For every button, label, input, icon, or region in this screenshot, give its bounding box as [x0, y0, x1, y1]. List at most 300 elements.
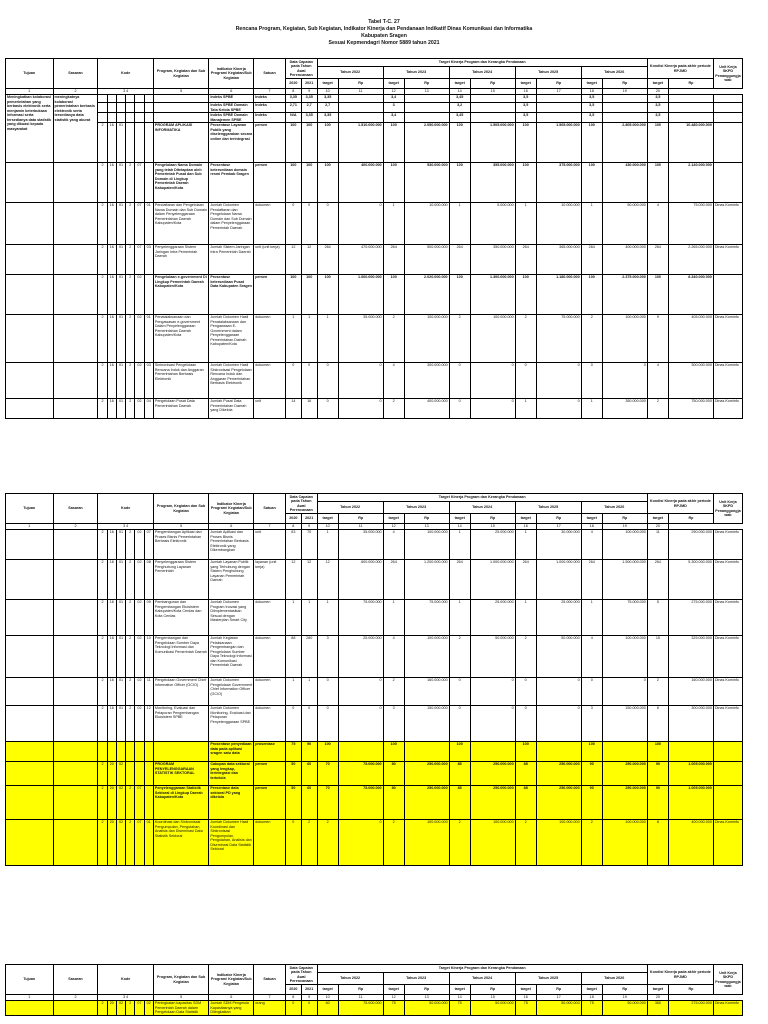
target-cell: 85	[515, 786, 536, 820]
kode-cell: 01	[116, 315, 125, 363]
kode-cell: 01	[116, 560, 125, 600]
kode-cell	[116, 113, 125, 123]
rp-cell	[338, 742, 383, 762]
col-number: 3 4	[98, 89, 153, 95]
target-cell: 2	[383, 678, 404, 706]
header-tahun2024: Tahun 2024	[449, 973, 515, 985]
table-page-3	[5, 964, 743, 1016]
kode-cell: 2	[126, 820, 135, 866]
target-cell: 3	[581, 706, 602, 742]
kode-cell: 2	[126, 315, 135, 363]
target-cell: 264	[647, 560, 668, 600]
kode-cell: 2	[98, 1001, 107, 1016]
rp-cell: 25.000.000	[338, 636, 383, 678]
target-cell: 360	[647, 1001, 668, 1016]
program-cell: PROGRAM PENYELENGGARAAN STATISTIK SEKTORAL	[153, 762, 208, 786]
header-target-group: Target Kinerja Program dan Kerangka Pendanaan	[317, 965, 647, 973]
rp-cell: 25.000.000	[470, 530, 515, 560]
capaian-2020: 0	[285, 1001, 301, 1016]
rp-cell	[602, 742, 647, 762]
rp-cell: 0	[338, 363, 383, 399]
col-number: 18	[581, 524, 602, 530]
program-cell: Penyelenggaraan Sistem Jaringan Intra Pemerintah Daerah	[153, 245, 208, 275]
header-target: target	[515, 79, 536, 89]
header-target: target	[647, 514, 668, 524]
target-cell: 9	[647, 315, 668, 363]
kode-cell: 01	[144, 315, 153, 363]
header-rp: Rp	[404, 985, 449, 995]
target-cell: 1	[449, 203, 470, 245]
target-cell: 3,2	[449, 103, 470, 113]
header-rp: Rp	[338, 79, 383, 89]
kode-cell: 20	[107, 820, 116, 866]
kode-cell	[116, 103, 125, 113]
satuan-cell: dokumen	[254, 203, 286, 245]
rp-cell: 250.000.000	[602, 786, 647, 820]
target-cell: 3,4	[383, 113, 404, 123]
kode-cell: 2	[126, 163, 135, 203]
rp-cell: 375.000.000	[536, 163, 581, 203]
capaian-2020: 50	[285, 762, 301, 786]
target-cell: 1	[581, 600, 602, 636]
target-cell: 100	[515, 275, 536, 315]
rp-cell	[536, 95, 581, 103]
kode-cell: 2	[126, 1001, 135, 1016]
target-cell: 100	[581, 742, 602, 762]
target-cell: 2	[647, 678, 668, 706]
col-number: 1	[6, 89, 54, 95]
rp-cell: 400.000.000	[602, 245, 647, 275]
indikator-cell: Jumlah Dokumen Program Inovasi yang Diimplementasikan Sesuai dengan Masterplan Smart City	[209, 600, 254, 636]
rp-cell: 75.000.000	[668, 203, 713, 245]
program-cell: Pengelolaan Pusat Data Pemerintahan Daerah	[153, 399, 208, 419]
kode-cell	[144, 103, 153, 113]
capaian-2021: 100	[301, 163, 317, 203]
rp-cell: 350.000.000	[470, 245, 515, 275]
target-cell: 4	[383, 363, 404, 399]
rp-cell	[470, 113, 515, 123]
unit-cell: Dinas Kominfo	[713, 636, 742, 678]
target-cell: 60	[317, 1001, 338, 1016]
target-cell: 0	[449, 678, 470, 706]
kode-cell: 16	[107, 560, 116, 600]
rp-cell: 1.565.000.000	[536, 123, 581, 163]
rp-cell: 5.000.000	[470, 203, 515, 245]
kode-cell	[98, 113, 107, 123]
rp-cell: 2.020.000.000	[404, 275, 449, 315]
kode-cell: 02	[135, 636, 144, 678]
unit-cell: Dinas Kominfo	[713, 315, 742, 363]
target-cell: 1	[317, 600, 338, 636]
rp-cell: 300.000.000	[404, 363, 449, 399]
rp-cell: 0	[338, 706, 383, 742]
header-rp: Rp	[404, 514, 449, 524]
header-capaian: Data Capaian pada Tahun Awal Perencanaan	[285, 965, 317, 985]
table-row	[6, 315, 743, 363]
kode-cell: 03	[144, 363, 153, 399]
capaian-2020: 0	[285, 363, 301, 399]
target-cell: 1	[317, 315, 338, 363]
rp-cell: 400.000.000	[338, 163, 383, 203]
header-target: target	[449, 985, 470, 995]
rp-cell: 100.000.000	[404, 315, 449, 363]
kode-cell: 2	[98, 315, 107, 363]
rp-cell: 100.000.000	[404, 530, 449, 560]
capaian-2020: 63	[285, 530, 301, 560]
kode-cell: 07	[135, 163, 144, 203]
target-cell: 264	[449, 245, 470, 275]
satuan-cell: persen	[254, 123, 286, 163]
kode-cell	[144, 742, 153, 762]
header-rp: Rp	[602, 79, 647, 89]
kode-cell	[135, 113, 144, 123]
col-number: 10	[317, 89, 338, 95]
header-program: Program, Kegiatan dan Sub Kegiatan	[153, 494, 208, 524]
target-cell: 264	[515, 245, 536, 275]
target-cell: 75	[515, 1001, 536, 1016]
kode-cell: 2	[126, 245, 135, 275]
rp-cell: 100.000.000	[602, 820, 647, 866]
rp-cell	[668, 742, 713, 762]
header-rp: Rp	[470, 79, 515, 89]
rp-cell: 0	[536, 706, 581, 742]
target-cell: 15	[647, 636, 668, 678]
header-indikator: Indikator Kinerja Program/ Kegiatan/Sub Kegiatan	[209, 965, 254, 995]
kode-cell: 16	[107, 678, 116, 706]
unit-cell	[713, 103, 742, 113]
rp-cell: 250.000.000	[470, 762, 515, 786]
col-number: 16	[515, 995, 536, 1001]
header-tahun2024: Tahun 2024	[449, 67, 515, 79]
kode-cell: 08	[144, 560, 153, 600]
kode-cell	[98, 95, 107, 103]
capaian-2020: 0	[285, 820, 301, 866]
rp-cell: 1.000.000.000	[536, 560, 581, 600]
doc-title-line4: Sesuai Kepmendagri Nomor 5889 tahun 2021	[328, 40, 440, 46]
rp-cell: 30.000.000	[536, 530, 581, 560]
kode-cell	[116, 95, 125, 103]
col-number: 7	[254, 524, 286, 530]
target-cell: 3,5	[515, 113, 536, 123]
goal-tujuan: Meningkatkan kolaborasi pemerintahan yang berbasis elektronik serta menjamin keterbukaan informasi serta tersedianya data statistik yang dikuasi kepada masyarakat	[6, 95, 54, 163]
rp-cell: 250.000.000	[536, 786, 581, 820]
target-cell: 100	[449, 123, 470, 163]
target-cell: 70	[317, 762, 338, 786]
target-cell: 4	[647, 363, 668, 399]
unit-cell: Dinas Kominfo	[713, 678, 742, 706]
header-program: Program, Kegiatan dan Sub Kegiatan	[153, 59, 208, 89]
table-row	[6, 762, 743, 786]
program-cell: Pembangunan dan Pengembangan Ekosistem Kabupaten/Kota Cerdas dan Kota Cerdas	[153, 600, 208, 636]
rp-cell: 1.005.000.000	[668, 786, 713, 820]
rp-cell: 275.000.000	[668, 600, 713, 636]
rp-cell: 1.500.000.000	[602, 560, 647, 600]
capaian-2020: 88	[285, 636, 301, 678]
col-number: 2	[53, 995, 98, 1001]
col-number: 18	[581, 995, 602, 1001]
capaian-2021: 0	[301, 363, 317, 399]
target-cell: 0	[515, 363, 536, 399]
header-satuan: Satuan	[254, 965, 286, 995]
target-cell: 3,5	[647, 95, 668, 103]
kode-cell: 16	[107, 363, 116, 399]
rp-cell: 8.340.000.000	[668, 275, 713, 315]
satuan-cell: orang	[254, 1001, 286, 1016]
target-cell: 100	[581, 163, 602, 203]
capaian-2020: 1	[285, 600, 301, 636]
rp-cell: 250.000.000	[602, 762, 647, 786]
indikator-cell: Indeks SPBE Domain Tata Kelola SPBE	[209, 103, 254, 113]
indikator-cell: Prosentase ketersediaan domain resmi Pemkab Sragen	[209, 163, 254, 203]
unit-cell: Dinas Kominfo	[713, 706, 742, 742]
kode-cell	[135, 95, 144, 103]
kode-cell	[144, 786, 153, 820]
target-cell: 85	[515, 762, 536, 786]
unit-cell: Dinas Kominfo	[713, 820, 742, 866]
target-cell: 90	[647, 786, 668, 820]
target-cell: 75	[581, 1001, 602, 1016]
rp-cell: 405.000.000	[668, 315, 713, 363]
kode-cell: 03	[144, 245, 153, 275]
target-cell: 1	[581, 203, 602, 245]
satuan-cell: dokumen	[254, 363, 286, 399]
table-row	[6, 123, 743, 163]
capaian-2021: 12	[301, 245, 317, 275]
target-cell: 2	[515, 820, 536, 866]
target-cell: 0	[317, 678, 338, 706]
target-cell: 0	[317, 363, 338, 399]
rp-cell: 50.000.000	[470, 1001, 515, 1016]
kode-cell: 01	[144, 203, 153, 245]
program-cell: Pengembangan Aplikasi dan Proses Bisnis Pemerintahan Berbasis Elektronik	[153, 530, 208, 560]
kode-cell: 2	[98, 363, 107, 399]
rp-cell: 1.180.000.000	[536, 275, 581, 315]
satuan-cell: persen	[254, 786, 286, 820]
kode-cell: 2	[98, 530, 107, 560]
kode-cell: 2	[126, 706, 135, 742]
rp-cell: 0	[536, 678, 581, 706]
kode-cell: 2	[126, 636, 135, 678]
col-number: 12	[383, 995, 404, 1001]
target-cell: 2	[383, 315, 404, 363]
col-number: 11	[338, 89, 383, 95]
rp-cell: 275.000.000	[668, 1001, 713, 1016]
rp-cell: 100.000.000	[602, 530, 647, 560]
header-tahun2024: Tahun 2024	[449, 502, 515, 514]
kode-cell: 2	[98, 203, 107, 245]
capaian-2021: 60	[301, 762, 317, 786]
unit-cell	[713, 163, 742, 203]
header-kondisi: Kondisi Kinerja pada akhir periode RPJMD	[647, 965, 713, 985]
header-rp: Rp	[404, 79, 449, 89]
kode-cell: 2	[126, 678, 135, 706]
kode-cell: 2	[98, 123, 107, 163]
rp-cell: 250.000.000	[470, 786, 515, 820]
indikator-cell: Jumlah Sistem Jaringan Intra Pemerintah Daerah	[209, 245, 254, 275]
table-row	[6, 95, 743, 103]
col-number: 2	[53, 89, 98, 95]
table-page-1	[5, 58, 743, 419]
col-number: 14	[449, 524, 470, 530]
kode-cell	[98, 103, 107, 113]
rp-cell: 250.000.000	[536, 762, 581, 786]
rp-cell: 50.000.000	[602, 203, 647, 245]
kode-cell: 01	[116, 275, 125, 315]
satuan-cell: dokumen	[254, 706, 286, 742]
satuan-cell: dokumen	[254, 315, 286, 363]
header-tahun2023: Tahun 2023	[383, 973, 449, 985]
rp-cell: 0	[338, 399, 383, 419]
header-rp: Rp	[470, 514, 515, 524]
satuan-cell: unit	[254, 399, 286, 419]
header-tahun2025: Tahun 2025	[515, 67, 581, 79]
target-cell: 0	[581, 678, 602, 706]
header-target: target	[647, 79, 668, 89]
target-cell: 3,5	[515, 95, 536, 103]
rp-cell	[338, 103, 383, 113]
indikator-cell: Prosentase penyediaan data pada aplikasi sragen satu data	[209, 742, 254, 762]
program-cell	[153, 742, 208, 762]
col-number: 3 4	[98, 995, 153, 1001]
rp-cell: 1.300.000.000	[470, 275, 515, 315]
target-cell: 4	[581, 636, 602, 678]
capaian-2020: 75	[285, 742, 301, 762]
kode-cell: 2	[98, 762, 107, 786]
unit-cell	[713, 786, 742, 820]
header-target: target	[581, 514, 602, 524]
rp-cell: 300.000.000	[668, 363, 713, 399]
indikator-cell: Jumlah Dokumen Hasil Koordinasi dan Sinkronisasi Pengumpulan, Pengolahan, Analisis dan Diseminasi Data Statistik Sektoral	[209, 820, 254, 866]
capaian-2021: 3,35	[301, 113, 317, 123]
col-number: 6	[209, 524, 254, 530]
satuan-cell: Indeks	[254, 95, 286, 103]
kode-cell	[126, 113, 135, 123]
program-cell: Pengelolaan Government Chief Information Officer (GCIO)	[153, 678, 208, 706]
table-row	[6, 245, 743, 275]
program-cell: Pengelolaan e-government Di Lingkup Pemerintah Daerah Kabupaten/Kota	[153, 275, 208, 315]
capaian-2021: 2	[301, 820, 317, 866]
kode-cell: 2	[126, 530, 135, 560]
rp-cell: 75.000.000	[338, 600, 383, 636]
kode-cell: 2	[126, 560, 135, 600]
satuan-cell: unit (unit kerja)	[254, 245, 286, 275]
satuan-cell: dokumen	[254, 636, 286, 678]
rp-cell: 250.000.000	[404, 762, 449, 786]
col-number: 8	[285, 995, 301, 1001]
header-rp: Rp	[536, 985, 581, 995]
capaian-2021: 3,35	[301, 95, 317, 103]
col-number: 17	[536, 524, 581, 530]
indikator-cell: Jumlah SDM Pengelola Kapasitasnya yang Ditingkatkan	[209, 1001, 254, 1016]
indikator-cell: Jumlah Layanan Publik yang Terhubung dengan Sistem Penghubung Layanan Pemerintah Daerah	[209, 560, 254, 600]
kode-cell: 01	[116, 203, 125, 245]
col-number: 9	[301, 89, 317, 95]
capaian-2020: 0	[285, 706, 301, 742]
kode-cell: 16	[107, 203, 116, 245]
doc-title-line3: Kabupaten Sragen	[361, 33, 407, 39]
header-satuan: Satuan	[254, 494, 286, 524]
satuan-cell: prosentase	[254, 742, 286, 762]
kode-cell	[126, 95, 135, 103]
col-number: 17	[536, 995, 581, 1001]
target-cell: 100	[317, 163, 338, 203]
indikator-cell: Prosentase ketersediaan Pusat Data Kabupaten Sragen	[209, 275, 254, 315]
kode-cell: 2	[98, 275, 107, 315]
header-rp: Rp	[338, 985, 383, 995]
target-cell: 0	[317, 706, 338, 742]
capaian-2021: 1	[301, 315, 317, 363]
col-number: 8	[285, 524, 301, 530]
kode-cell: 01	[116, 123, 125, 163]
indikator-cell: Jumlah Pusat Data Pemerintahan Daerah yang Dikelola	[209, 399, 254, 419]
target-cell: 0	[449, 706, 470, 742]
kode-cell	[144, 113, 153, 123]
target-cell: 100	[317, 123, 338, 163]
header-tahun2022: Tahun 2022	[317, 973, 383, 985]
header-rp: Rp	[338, 514, 383, 524]
header-tahun2026: Tahun 2026	[581, 973, 647, 985]
kode-cell: 2	[98, 678, 107, 706]
header-target-group: Target Kinerja Program dan Kerangka Pendanaan	[317, 59, 647, 67]
kode-cell: 16	[107, 163, 116, 203]
doc-title-line1: Tabel T-C. 27	[368, 19, 400, 25]
kode-cell: 16	[107, 123, 116, 163]
col-number: 20	[647, 89, 668, 95]
unit-cell	[713, 123, 742, 163]
rp-cell: 290.000.000	[668, 530, 713, 560]
target-cell: 1	[383, 203, 404, 245]
rp-cell: 2.140.000.000	[668, 163, 713, 203]
unit-cell: Dinas Kominfo	[713, 560, 742, 600]
capaian-2020: 14	[285, 399, 301, 419]
rp-cell: 75.000.000	[338, 762, 383, 786]
target-cell: 100	[317, 275, 338, 315]
target-cell: 2	[647, 399, 668, 419]
unit-cell	[713, 113, 742, 123]
col-number: 2	[53, 524, 98, 530]
rp-cell: 75.000.000	[338, 1001, 383, 1016]
table-row	[6, 560, 743, 600]
target-cell: 100	[647, 275, 668, 315]
target-cell: 264	[581, 560, 602, 600]
capaian-2020: 100	[285, 275, 301, 315]
header-target: target	[383, 985, 404, 995]
capaian-2021: 12	[301, 560, 317, 600]
kode-cell	[144, 163, 153, 203]
rp-cell	[470, 742, 515, 762]
col-number: 19	[602, 524, 647, 530]
program-cell: Monitoring, Evaluasi dan Pelaporan Pengembangan Ekosistem SPBE	[153, 706, 208, 742]
unit-cell	[713, 762, 742, 786]
target-cell: 3	[383, 103, 404, 113]
target-cell: 90	[647, 762, 668, 786]
header-2021: 2021	[301, 985, 317, 995]
col-number: 10	[317, 524, 338, 530]
header-target: target	[581, 985, 602, 995]
kode-cell: 2	[126, 363, 135, 399]
rp-cell: 35.000.000	[338, 315, 383, 363]
col-number: 11	[338, 524, 383, 530]
satuan-cell: dokumen	[254, 600, 286, 636]
kode-cell: 01	[116, 163, 125, 203]
rp-cell: 0	[602, 363, 647, 399]
target-cell: 100	[449, 742, 470, 762]
kode-cell	[126, 762, 135, 786]
col-number: 19	[602, 89, 647, 95]
rp-cell	[404, 103, 449, 113]
rp-cell	[338, 95, 383, 103]
target-cell: 6	[647, 706, 668, 742]
